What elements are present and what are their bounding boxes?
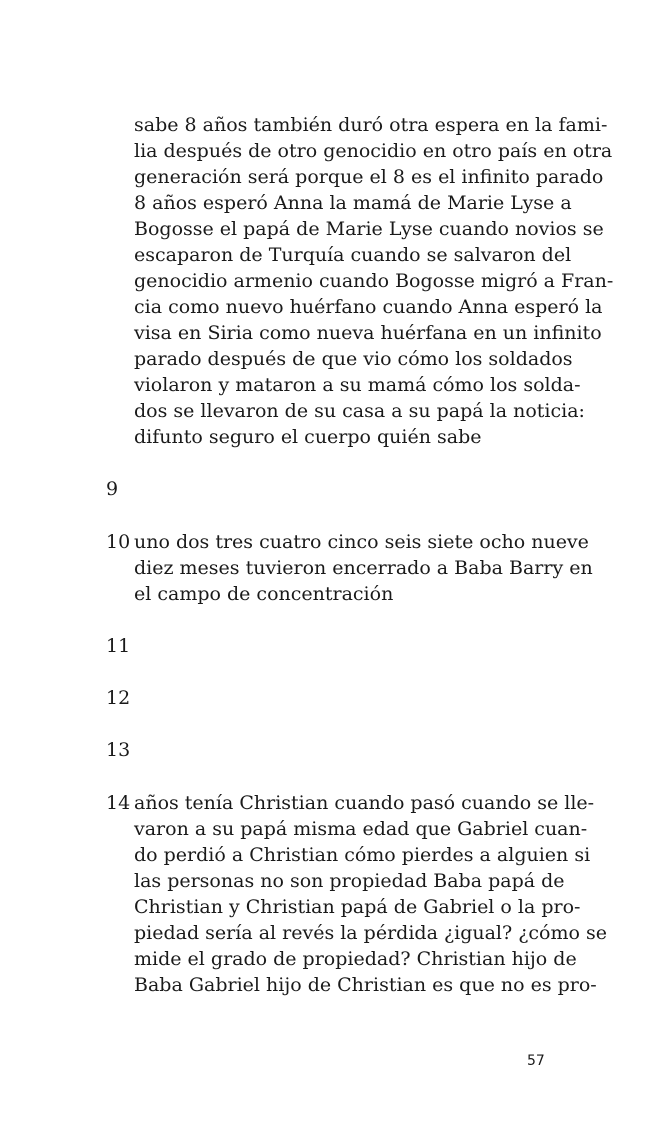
text-line: diez meses tuvieron encerrado a Baba Barry en: [134, 557, 593, 579]
text-line: visa en Siria como nueva huérfana en un infinito: [134, 322, 602, 344]
text-line: uno dos tres cuatro cinco seis siete ocho nueve: [134, 531, 589, 553]
text-line: parado después de que vio cómo los soldados: [134, 348, 573, 370]
text-line: violaron y mataron a su mamá cómo los solda-: [134, 374, 581, 396]
text-line: piedad sería al revés la pérdida ¿igual? ¿cómo se: [134, 922, 607, 944]
count-number-11: 11: [106, 635, 131, 657]
text-line: escaparon de Turquía cuando se salvaron del: [134, 244, 572, 266]
text-line: 8 años esperó Anna la mamá de Marie Lyse a: [134, 192, 572, 214]
text-line: genocidio armenio cuando Bogosse migró a Fran-: [134, 270, 614, 292]
text-line: Christian y Christian papá de Gabriel o la pro-: [134, 896, 581, 918]
count-number-12: 12: [106, 687, 131, 709]
text-line: varon a su papá misma edad que Gabriel cuan-: [134, 818, 588, 840]
text-line: lia después de otro genocidio en otro país en otra: [134, 140, 613, 162]
text-line: difunto seguro el cuerpo quién sabe: [134, 426, 482, 448]
text-line: mide el grado de propiedad? Christian hijo de: [134, 948, 577, 970]
page-number: 57: [527, 1053, 545, 1069]
text-line: años tenía Christian cuando pasó cuando se lle-: [134, 792, 595, 814]
text-line: do perdió a Christian cómo pierdes a alguien si: [134, 844, 591, 866]
text-line: cia como nuevo huérfano cuando Anna esperó la: [134, 296, 603, 318]
text-line: Baba Gabriel hijo de Christian es que no es pro-: [134, 974, 597, 996]
count-number-14: 14: [106, 792, 131, 814]
count-number-10: 10: [106, 531, 131, 553]
text-line: Bogosse el papá de Marie Lyse cuando novios se: [134, 218, 604, 240]
count-number-9: 9: [106, 478, 119, 500]
text-line: sabe 8 años también duró otra espera en la fami-: [134, 114, 608, 136]
text-line: generación será porque el 8 es el infinito parado: [134, 166, 604, 188]
count-number-13: 13: [106, 739, 131, 761]
text-line: dos se llevaron de su casa a su papá la noticia:: [134, 400, 585, 422]
text-line: el campo de concentración: [134, 583, 394, 605]
text-line: las personas no son propiedad Baba papá de: [134, 870, 565, 892]
